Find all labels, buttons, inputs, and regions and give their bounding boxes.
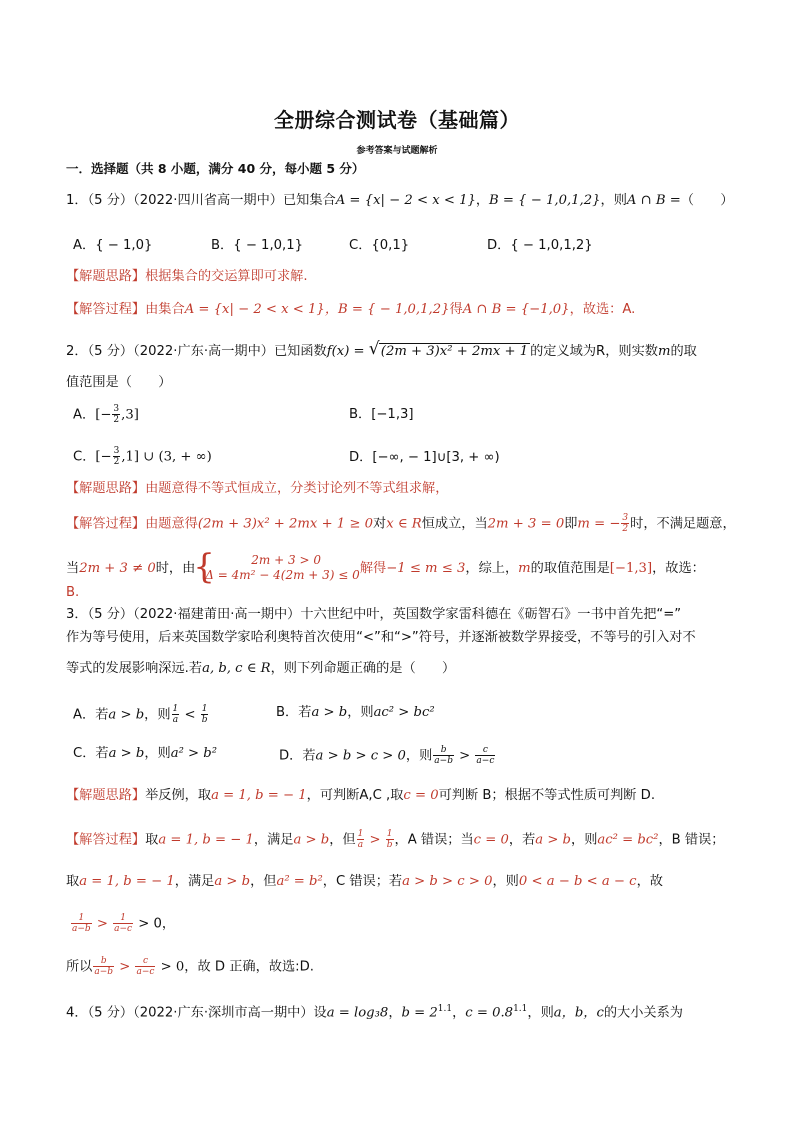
q2-option-d: D．[−∞, − 1]∪[3, + ∞) (349, 450, 500, 465)
q2-stem-line2: 值范围是（ ） (66, 375, 172, 390)
idea-label: 【解题思路】 (66, 269, 146, 284)
frac-num: c (135, 956, 155, 967)
q3-p2-res: a² = b² (276, 874, 323, 889)
q2-option-b: B．[−1,3] (349, 407, 414, 422)
frac-den: a−c (476, 756, 495, 766)
q2-proc-m: m = − (577, 516, 621, 532)
q2-fx: f(x) = (326, 344, 365, 359)
q4-expr-a: a = log₃8 (326, 1005, 389, 1021)
q1-score: （5 分） (87, 193, 134, 208)
q3-p1-c: ，但 (329, 832, 356, 848)
q3-option-c (73, 745, 217, 763)
frac-den: a (357, 840, 364, 850)
q2-opt-c-frac (113, 446, 121, 467)
q3-p1-vals: a = 1, b = − 1 (158, 832, 254, 848)
sqrt-icon: √ (368, 339, 380, 359)
q4-expr-c: c = 0.8 (465, 1005, 514, 1021)
section-heading: 一．选择题（共 8 小题，满分 40 分，每小题 5 分） (66, 161, 365, 176)
q2-proc-c: 恒成立，当 (421, 516, 488, 532)
q1-blank: （ ） (680, 193, 734, 208)
q1-set-a: A = {x| − 2 < x < 1} (335, 193, 476, 208)
q1-set-b: B = { − 1,0,1,2} (489, 193, 601, 208)
q2-proc-case1: 2m + 3 = 0 (487, 516, 565, 532)
q3-idea-c: 可判断 B；根据不等式性质可判断 D. (438, 788, 656, 803)
q2-opt-c-prefix: C． (73, 449, 96, 465)
q2-radicand: (2m + 3)x² + 2mx + 1 (380, 344, 529, 359)
q3-p2-c: ，但 (250, 874, 277, 889)
q3-opt-c-prefix: C．若 (73, 746, 109, 761)
q3-p2-cond2: a > b > c > 0 (402, 874, 493, 889)
frac-num: 1 (71, 913, 92, 924)
page-title: 全册综合测试卷（基础篇） (274, 108, 520, 132)
q3-process-line3: $\frac{1}{a-b}$ > $\frac{1}{a-c}$ > 0， (72, 913, 176, 934)
q2-option-c (73, 446, 212, 467)
frac-num: 1 (201, 704, 208, 714)
q3-stem-line3 (66, 660, 455, 678)
q3-p2-b: ，满足 (174, 874, 215, 889)
q3-p1-res: ac² = bc² (597, 832, 659, 848)
q3-p2-res2: 0 < a − b < a − c (518, 874, 637, 889)
q2-proc-k: ，故选： (652, 561, 705, 576)
q1-stem (66, 192, 734, 210)
frac-den: a−b (94, 967, 114, 977)
q3-opt-d-frac2 (475, 745, 495, 766)
q1-ask: A ∩ B = (626, 193, 681, 208)
q1-idea-text: 根据集合的交运算即可求解. (145, 269, 308, 284)
q3-p4-gt0: > 0 (160, 959, 185, 975)
frac-num: b (93, 956, 114, 967)
process-label: 【解答过程】 (66, 302, 146, 317)
q2-stem-b: 的定义域为R，则实数 (530, 344, 658, 359)
q3-opt-d-cond: a > b > c > 0 (315, 748, 406, 764)
q2-proc-b: 对 (373, 516, 387, 532)
frac-den: a−c (136, 967, 155, 977)
q3-p2-d: ，C 错误；若 (322, 874, 403, 889)
q3-line3-vars: a, b, c ∈ R (202, 661, 271, 676)
q3-source: （2022·福建莆田·高一期中） (133, 607, 301, 622)
q4-stem-c: 的大小关系为 (603, 1005, 683, 1021)
q1-proc-c: ，故选：A. (569, 302, 636, 317)
frac-den: 2 (113, 457, 120, 467)
q1-option-b: B．{ − 1,0,1} (211, 238, 304, 253)
q3-p1-d: ，A 错误；当 (394, 832, 474, 848)
q2-process-line2 (66, 547, 705, 587)
q3-num: 3． (66, 607, 88, 622)
q1-proc-sets: A = {x| − 2 < x < 1}，B = { − 1,0,1,2} (184, 302, 450, 317)
q3-p3-tail: > 0， (138, 916, 176, 932)
q3-process-line4: 所以 $\frac{b}{a-b}$ > $\frac{c}{a-c}$ > 0，故 D 正确，故选:D. (66, 956, 314, 977)
q2-option-a (73, 404, 139, 425)
q4-stem-b: ，则 (527, 1005, 554, 1021)
frac-den: 2 (622, 524, 629, 534)
q1-option-c: C．{0,1} (349, 238, 410, 253)
q3-p1-f: ，则 (571, 832, 598, 848)
q3-p1-frac1 (357, 829, 365, 850)
q3-p1-e: ，若 (508, 832, 536, 848)
q3-p1-cond: a > b (293, 832, 330, 848)
q1-stem-b: ，则 (600, 193, 627, 208)
q3-option-a: A．若a > b，则 $\frac{1}{a}$ < $\frac{1}{b}$ (73, 704, 208, 725)
q2-system-row2: Δ = 4m² − 4(2m + 3) ≤ 0 (205, 568, 360, 582)
q2-opt-a-frac (112, 404, 120, 425)
q2-score: （5 分） (87, 344, 134, 359)
frac-num: 1 (113, 913, 133, 924)
q2-system-row1: 2m + 3 > 0 (251, 553, 321, 567)
q4-stem-a: 设 (313, 1005, 327, 1021)
q3-p2-f: ，故 (636, 874, 663, 889)
q1-option-d: D．{ − 1,0,1,2} (487, 238, 593, 253)
frac-num: 1 (357, 829, 364, 839)
page-subtitle: 参考答案与试题解析 (356, 146, 438, 156)
frac-den: a−c (114, 924, 133, 934)
q2-proc-range: [−1,3] (609, 561, 653, 576)
q2-opt-c-left: [− (95, 449, 112, 465)
q3-idea-vals: a = 1, b = − 1 (211, 788, 307, 803)
q1-process (66, 301, 635, 319)
q1-option-a: A．{ − 1,0} (73, 238, 153, 253)
q2-opt-a-prefix: A． (73, 407, 96, 423)
q2-proc-j: 的取值范围是 (530, 561, 610, 576)
q3-opt-b-prefix: B．若 (276, 705, 312, 720)
q3-option-b (276, 704, 435, 722)
idea-label: 【解题思路】 (66, 481, 146, 496)
q2-num: 2． (66, 344, 88, 359)
q2-system (193, 547, 360, 587)
q3-line3-b: ，则下列命题正确的是（ ） (270, 661, 456, 676)
q3-p3-frac1 (71, 913, 92, 934)
q3-idea-b: ，可判断A,C ,取 (306, 788, 404, 803)
q3-p4-a: 所以 (66, 959, 93, 975)
q3-stem-line1 (66, 606, 681, 624)
q3-opt-c-cond: a > b (108, 746, 145, 761)
frac-den: a (172, 715, 179, 725)
q3-opt-c-res: a² > b² (170, 746, 218, 761)
q1-sep: ， (475, 193, 490, 208)
q3-p1-g: ，B 错误； (658, 832, 725, 848)
q4-exp-b: 1.1 (437, 1004, 453, 1014)
q3-option-d: D．若a > b > c > 0，则 $\frac{b}{a-b}$ > $\frac{c}{a-c}$ (279, 745, 495, 766)
q3-p2-a: 取 (66, 874, 80, 889)
q3-p1-b: ，满足 (253, 832, 294, 848)
q1-source: （2022·四川省高一期中） (133, 193, 283, 208)
q3-p1-c0: c = 0 (473, 832, 509, 848)
frac-den: a−b (72, 924, 91, 934)
q3-opt-d-mid: ，则 (405, 748, 433, 764)
q3-p2-cond: a > b (214, 874, 251, 889)
brace-icon: { (193, 547, 215, 587)
q2-proc-h: 解得 (359, 561, 387, 576)
q2-answer: B. (66, 585, 80, 600)
q2-proc-i: ，综上， (465, 561, 519, 576)
q2-opt-a-left: [− (95, 407, 112, 423)
q1-stem-a: 已知集合 (282, 193, 336, 208)
q3-opt-a-mid: ，则 (144, 707, 171, 723)
q4-expr-b: b = 2 (401, 1005, 438, 1021)
q3-opt-a-cond: a > b (108, 707, 145, 723)
process-label: 【解答过程】 (66, 832, 146, 848)
frac-num: b (433, 745, 454, 756)
q3-opt-b-cond: a > b (311, 705, 348, 720)
q3-p1-frac2 (386, 829, 394, 850)
frac-num: c (475, 745, 495, 756)
q2-opt-a-right: ,3] (121, 407, 139, 423)
q4-stem (66, 1000, 683, 1022)
q3-idea-a: 举反例，取 (145, 788, 212, 803)
q2-process-line1 (66, 513, 736, 534)
q4-score: （5 分） (87, 1005, 134, 1021)
frac-num: 1 (172, 704, 179, 714)
q2-proc-case2: 2m + 3 ≠ 0 (79, 561, 156, 576)
q1-idea (66, 268, 308, 286)
q4-num: 4． (66, 1005, 88, 1021)
q3-p2-e: ，则 (492, 874, 519, 889)
q2-proc-e: 时，不满足题意， (630, 516, 736, 532)
frac-den: 2 (113, 415, 120, 425)
frac-num: 3 (622, 513, 629, 523)
q3-process-line1: 【解答过程】取a = 1, b = − 1，满足a > b，但 $\frac{1}{a}$ > $\frac{1}{b}$ ，A 错误；当c = 0，若a > b，则ac² = bc²，B 错误； (66, 829, 725, 850)
q3-p4-frac1 (93, 956, 114, 977)
q3-opt-c-mid: ，则 (144, 746, 171, 761)
q2-proc-ineq: (2m + 3)x² + 2mx + 1 ≥ 0 (197, 516, 374, 532)
q2-proc-sol: −1 ≤ m ≤ 3 (386, 561, 466, 576)
q3-line3-a: 等式的发展影响深远.若 (66, 661, 203, 676)
q3-p1-a: 取 (145, 832, 159, 848)
q1-proc-b: 得 (449, 302, 463, 317)
q2-sqrt (368, 339, 530, 361)
q3-opt-a-frac1 (172, 704, 180, 725)
q3-score: （5 分） (87, 607, 134, 622)
q3-opt-a-frac2 (201, 704, 209, 725)
q3-line1: 十六世纪中叶，英国数学家雷科德在《砺智石》一书中首先把“=” (300, 607, 682, 622)
q4-vars: a，b，c (553, 1005, 604, 1021)
q4-source: （2022·广东·深圳市高一期中） (133, 1005, 314, 1021)
idea-label: 【解题思路】 (66, 788, 146, 803)
q3-p4-frac2 (135, 956, 155, 977)
frac-den: b (386, 840, 393, 850)
process-label: 【解答过程】 (66, 516, 146, 532)
q3-process-line2 (66, 873, 663, 891)
q2-proc-var-m: m (518, 561, 531, 576)
q4-exp-c: 1.1 (513, 1004, 528, 1014)
q3-idea-c0: c = 0 (403, 788, 439, 803)
q2-stem-line1 (66, 339, 697, 361)
q2-idea-text: 由题意得不等式恒成立，分类讨论列不等式组求解， (145, 481, 449, 496)
q3-p2-vals: a = 1, b = − 1 (79, 874, 175, 889)
q1-proc-res: A ∩ B = {−1,0} (462, 302, 570, 317)
q4-sep1: ， (388, 1005, 402, 1021)
q3-opt-b-mid: ，则 (347, 705, 374, 720)
q2-proc-m-frac (621, 513, 629, 534)
q2-proc-a: 由题意得 (145, 516, 198, 532)
q2-proc-d: 即 (564, 516, 578, 532)
q3-p3-frac2 (113, 913, 133, 934)
frac-num: 1 (386, 829, 393, 839)
q3-opt-d-frac1 (433, 745, 454, 766)
q3-opt-b-res: ac² > bc² (373, 705, 435, 720)
q3-opt-d-prefix: D．若 (279, 748, 316, 764)
frac-den: a−b (434, 756, 453, 766)
frac-num: 3 (113, 446, 120, 456)
q1-proc-a: 由集合 (145, 302, 185, 317)
q3-p1-cond2: a > b (535, 832, 572, 848)
q2-stem-c: 的取 (670, 344, 697, 359)
q2-proc-g: 时，由 (155, 561, 196, 576)
q3-stem-line2: 作为等号使用，后来英国数学家哈利奥特首次使用“<”和“>”符号，并逐渐被数学界接受，不等号的引入对不 (66, 630, 696, 645)
q2-proc-f: 当 (66, 561, 80, 576)
q2-proc-x: x ∈ R (386, 516, 422, 532)
q2-stem-a: 已知函数 (273, 344, 327, 359)
q1-num: 1． (66, 193, 88, 208)
q3-idea (66, 787, 655, 805)
q2-opt-c-right: ,1] ∪ (3, + ∞) (121, 449, 212, 465)
frac-den: b (201, 715, 208, 725)
q2-source: （2022·广东·高一期中） (133, 344, 274, 359)
q4-sep2: ， (452, 1005, 466, 1021)
q3-opt-a-prefix: A．若 (73, 707, 109, 723)
q2-idea (66, 480, 448, 498)
q3-p4-b: ，故 D 正确，故选:D. (184, 959, 314, 975)
frac-num: 3 (113, 404, 120, 414)
q2-var-m: m (657, 344, 671, 359)
